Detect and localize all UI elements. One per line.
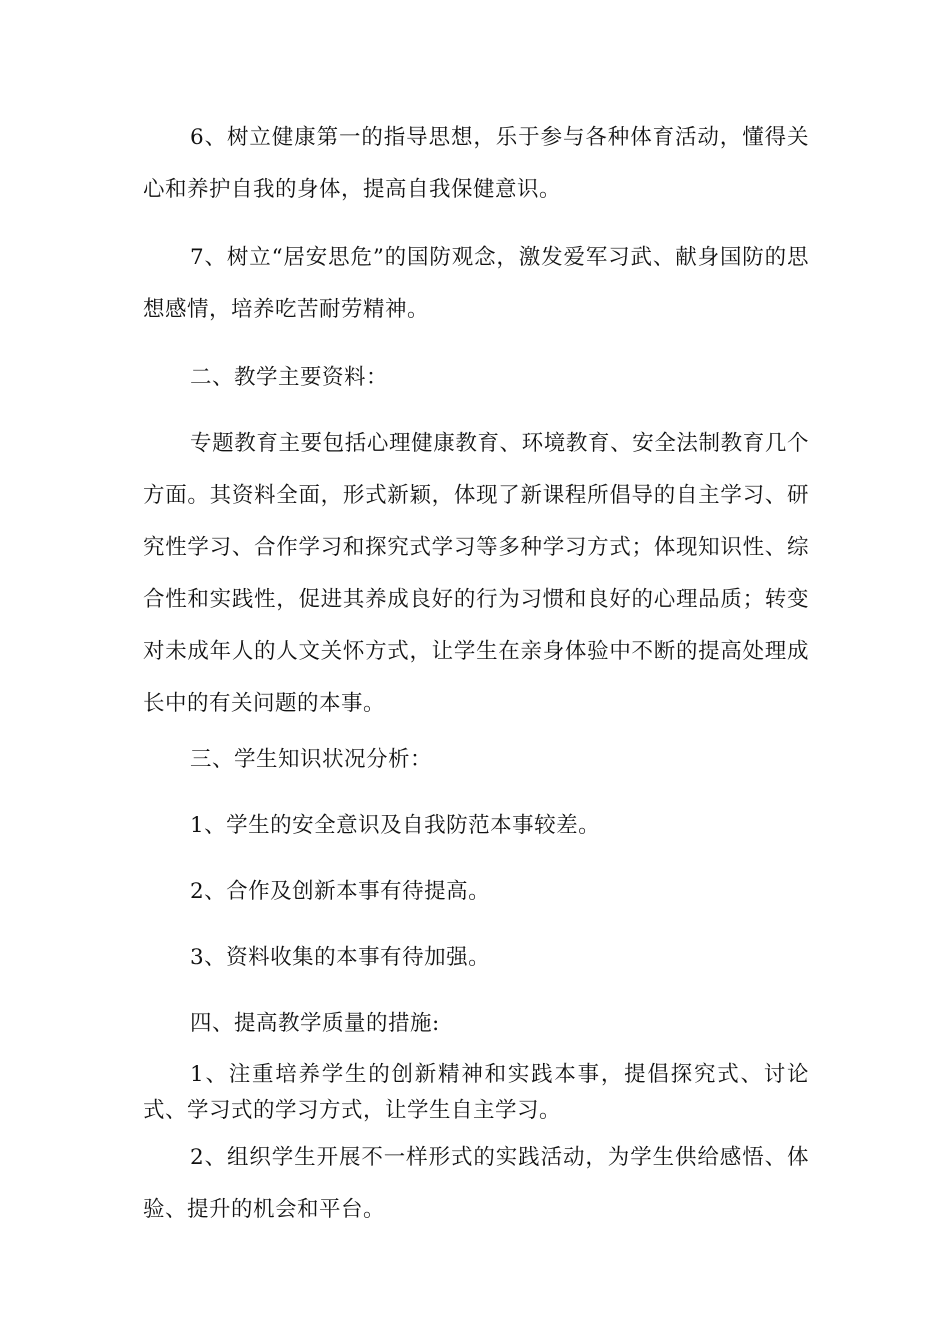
paragraph-measure-2: 2、组织学生开展不一样形式的实践活动，为学生供给感悟、体验、提升的机会和平台。: [143, 1145, 809, 1222]
paragraph-analysis-2: 2、合作及创新本事有待提高。: [190, 879, 491, 904]
heading-student-analysis: 三、学生知识状况分析：: [190, 747, 433, 772]
paragraph-analysis-1: 1、学生的安全意识及自我防范本事较差。: [190, 813, 601, 838]
paragraph-analysis-3: 3、资料收集的本事有待加强。: [190, 945, 491, 970]
heading-quality-measures: 四、提高教学质量的措施:: [190, 1011, 440, 1036]
heading-main-materials: 二、教学主要资料：: [190, 365, 389, 390]
paragraph-measure-1: 1、注重培养学生的创新精神和实践本事，提倡探究式、讨论式、学习式的学习方式，让学生自主学习。: [143, 1062, 809, 1123]
paragraph-goal-7: 7、树立“居安思危”的国防观念，激发爱军习武、献身国防的思想感情，培养吃苦耐劳精神。: [143, 245, 809, 322]
paragraph-materials-body: 专题教育主要包括心理健康教育、环境教育、安全法制教育几个方面。其资料全面，形式新颖，体现了新课程所倡导的自主学习、研究性学习、合作学习和探究式学习等多种学习方式；体现知识性、综合性和实践性，促进其养成良好的行为习惯和良好的心理品质；转变对未成年人的人文关怀方式，让学生在亲身体验中不断的提高处理成长中的有关问题的本事。: [143, 431, 809, 716]
paragraph-goal-6: 6、树立健康第一的指导思想，乐于参与各种体育活动，懂得关心和养护自我的身体，提高自我保健意识。: [143, 125, 809, 202]
